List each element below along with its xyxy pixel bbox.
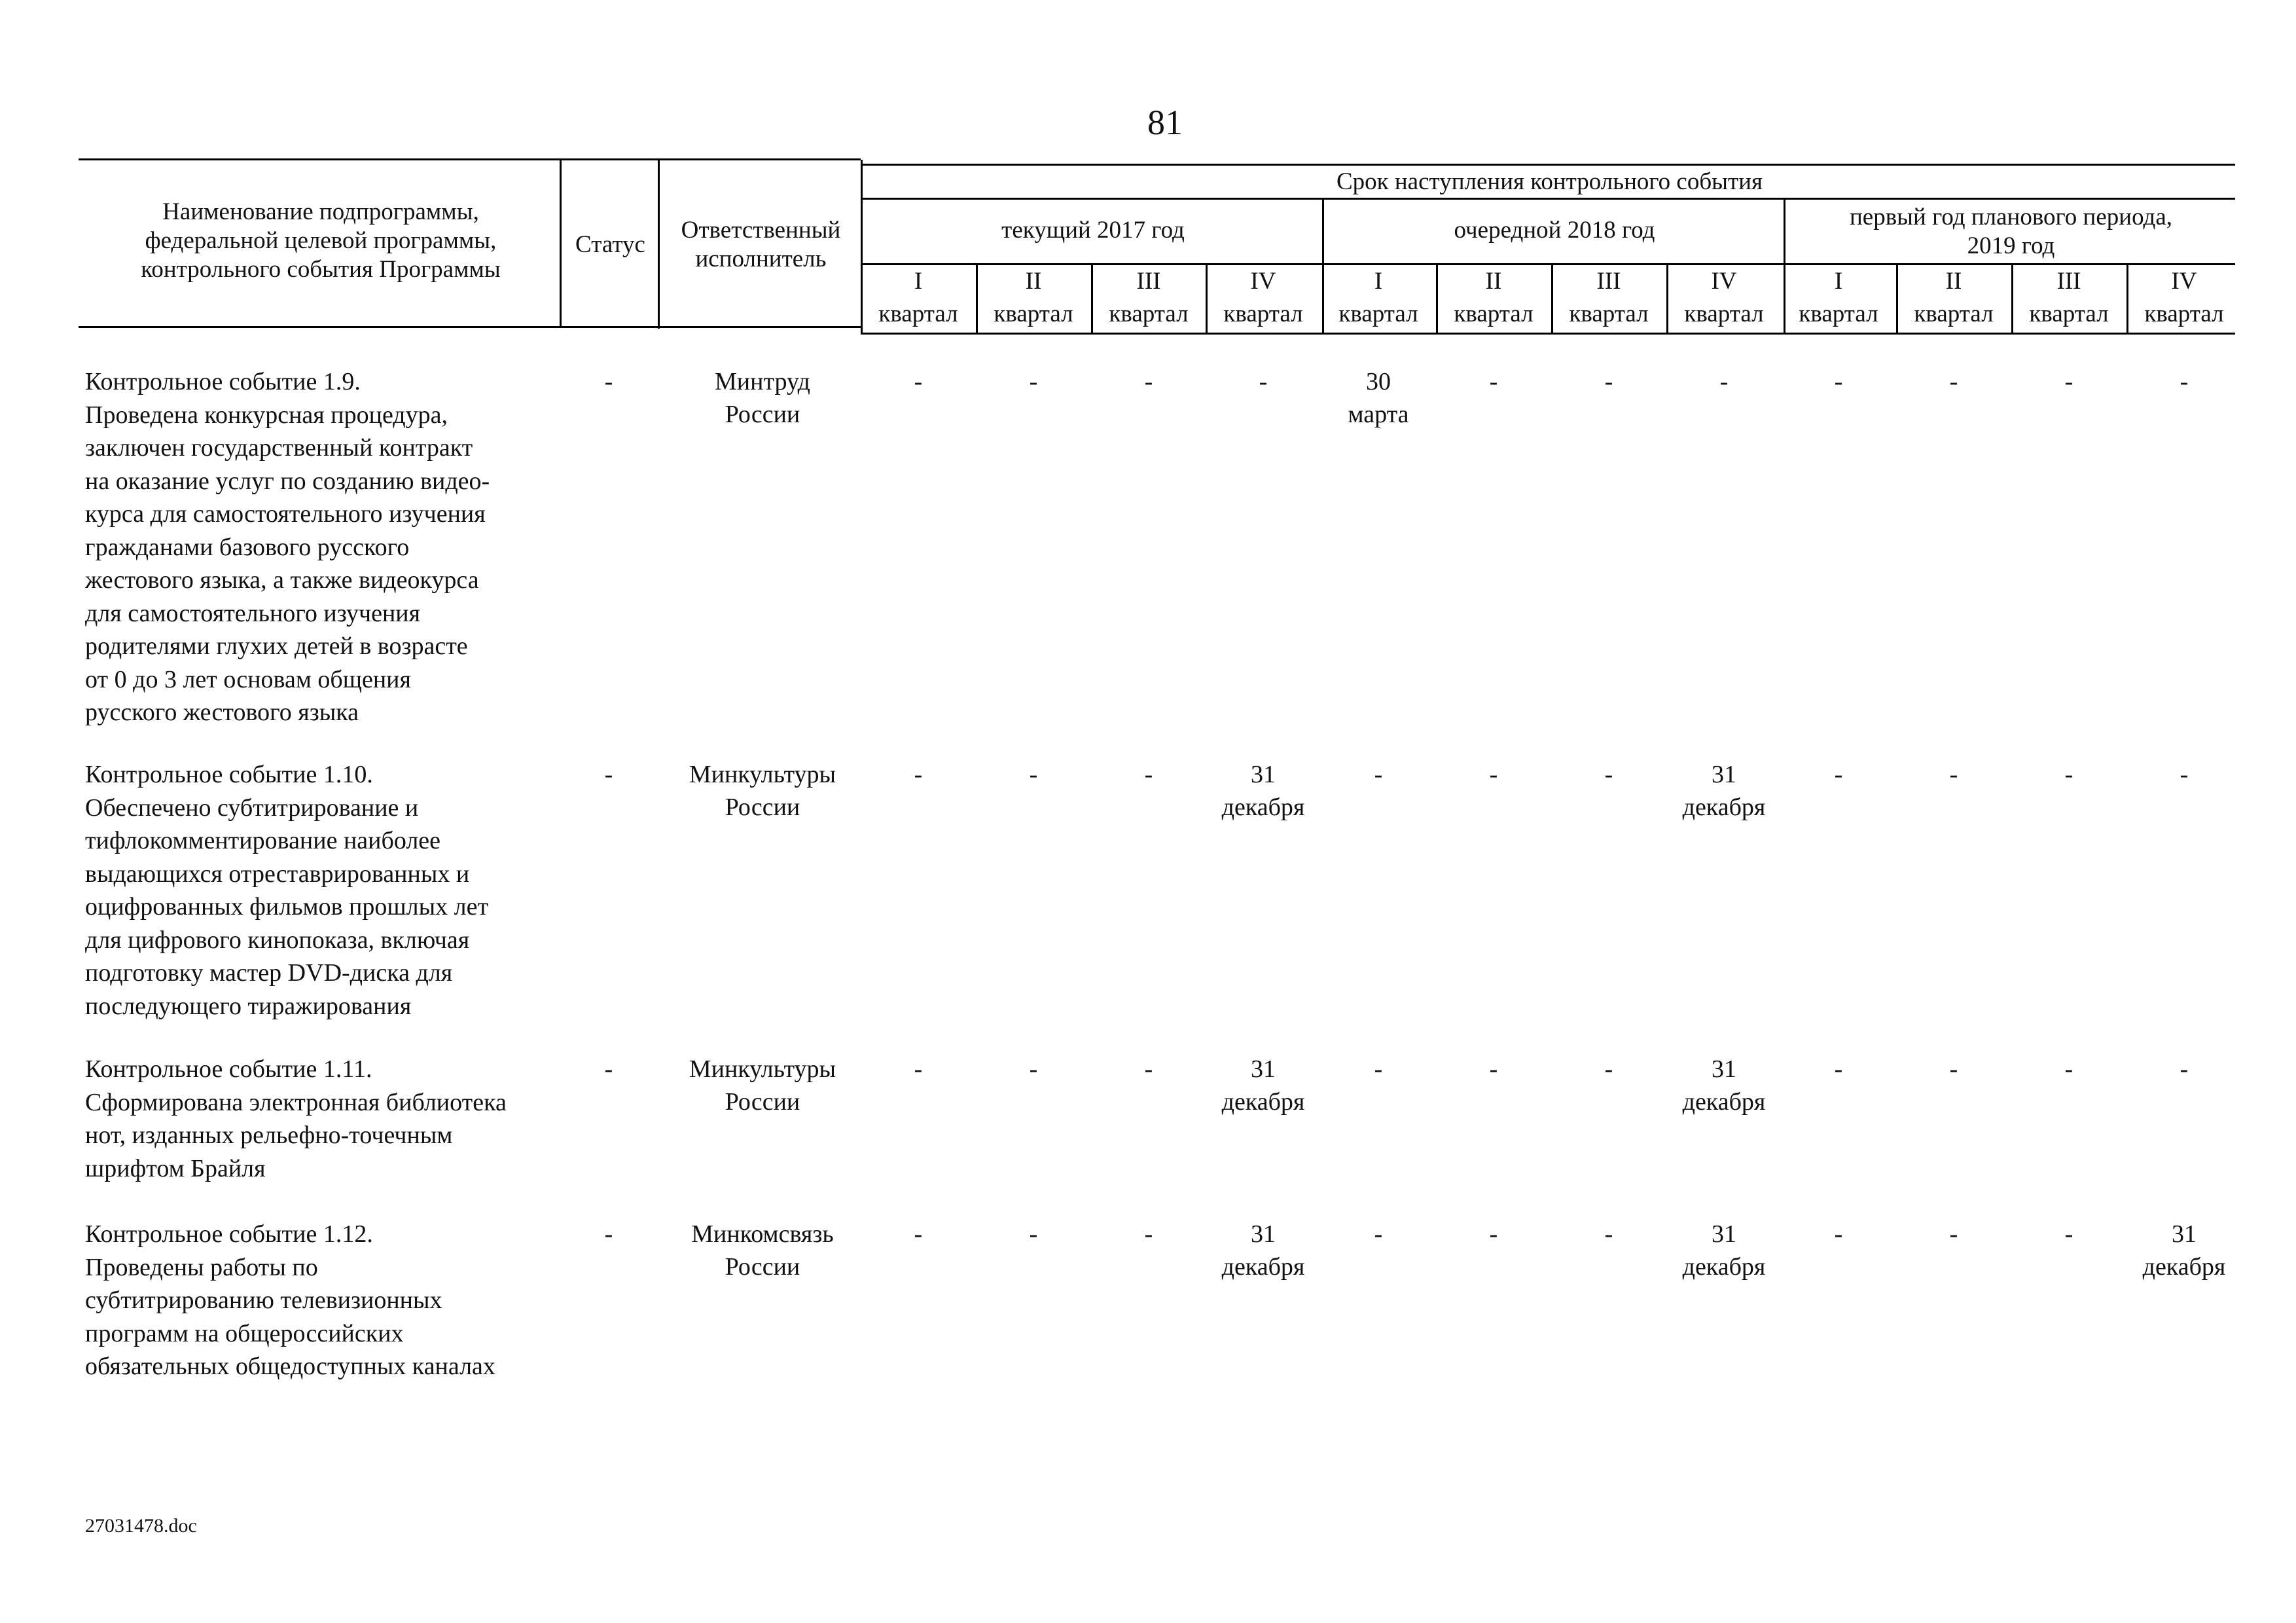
event-executor	[664, 365, 861, 431]
header-quarter-number: III	[1596, 268, 1621, 295]
deadline-cell-line: -	[1949, 368, 1958, 395]
deadline-cell	[861, 1218, 976, 1250]
event-name-line: от 0 до 3 лет основам общения	[85, 665, 411, 693]
event-name-line: Обеспечено субтитрирование и	[85, 793, 419, 822]
header-deadline-rule	[861, 198, 2235, 200]
header-year-2017	[864, 216, 1322, 245]
deadline-cell	[976, 1053, 1091, 1085]
event-name-line: последующего тиражирования	[85, 992, 412, 1020]
deadline-cell-line: декабря	[1221, 793, 1305, 821]
header-divider-name	[560, 158, 562, 328]
deadline-cell-line: -	[914, 1220, 923, 1248]
header-quarter-word: квартал	[2144, 301, 2224, 327]
header-executor-column	[661, 216, 861, 274]
event-status: -	[604, 368, 613, 395]
event-executor	[664, 1218, 861, 1283]
event-name	[85, 1053, 556, 1185]
deadline-cell	[1896, 1218, 2011, 1250]
deadline-cell-line: -	[2179, 368, 2189, 395]
deadline-cell	[1666, 1218, 1782, 1283]
deadline-cell-line: -	[1144, 368, 1153, 395]
event-name-line: программ на общероссийских	[85, 1319, 404, 1347]
event-name-line: оцифрованных фильмов прошлых лет	[85, 893, 489, 921]
header-year-line: текущий 2017 год	[1001, 217, 1185, 244]
deadline-cell-line: декабря	[1682, 1088, 1766, 1116]
deadline-cell-line: -	[1604, 368, 1613, 395]
deadline-cell-line: 30	[1366, 368, 1391, 395]
header-quarter-word: квартал	[2029, 301, 2109, 327]
deadline-cell-line: декабря	[2142, 1253, 2226, 1281]
event-name-line: шрифтом Брайля	[85, 1154, 266, 1182]
deadline-cell-line: -	[1834, 368, 1843, 395]
header-bottom-rule-right	[861, 333, 2235, 335]
deadline-cell	[1436, 365, 1551, 398]
header-status-column: Статус	[575, 231, 645, 258]
event-status: -	[604, 1055, 613, 1083]
deadline-cell-line: -	[2064, 368, 2073, 395]
deadline-cell	[861, 365, 976, 398]
deadline-cell-line: -	[1949, 761, 1958, 788]
deadline-cell	[1666, 365, 1782, 398]
deadline-cell	[1091, 365, 1206, 398]
event-name	[85, 758, 556, 1023]
deadline-cell-line: -	[2179, 1055, 2189, 1083]
deadline-cell	[1666, 758, 1782, 824]
deadline-cell-line: -	[1604, 1055, 1613, 1083]
deadline-cell-line: -	[1834, 1055, 1843, 1083]
header-quarter-number: IV	[2171, 268, 2197, 295]
header-year-line: первый год планового периода,	[1849, 204, 2173, 230]
deadline-cell	[1091, 1218, 1206, 1250]
deadline-cell-line: -	[2064, 1220, 2073, 1248]
event-name-line: жестового языка, а также видеокурса	[85, 566, 479, 594]
header-executor-line: Ответственный	[681, 217, 841, 244]
event-name-line: на оказание услуг по созданию видео-	[85, 467, 490, 495]
header-quarter-number: II	[1945, 268, 1962, 295]
deadline-cell-line: -	[1144, 1055, 1153, 1083]
deadline-cell-line: -	[1029, 1055, 1038, 1083]
event-name-line: подготовку мастер DVD-диска для	[85, 959, 453, 987]
event-name-line: заключен государственный контракт	[85, 434, 473, 462]
deadline-cell	[1781, 365, 1896, 398]
header-executor-line: исполнитель	[695, 246, 827, 272]
header-year-line: 2019 год	[1967, 232, 2055, 259]
header-quarter-number: I	[1374, 268, 1383, 295]
deadline-cell	[1091, 1053, 1206, 1085]
event-executor	[664, 1053, 861, 1118]
header-name-column	[85, 198, 556, 284]
deadline-cell-line: -	[1029, 368, 1038, 395]
deadline-cell-line: декабря	[1682, 1253, 1766, 1281]
deadline-cell-line: -	[2064, 1055, 2073, 1083]
deadline-cell	[1781, 758, 1896, 791]
event-status: -	[604, 761, 613, 788]
deadline-cell-line: -	[1604, 761, 1613, 788]
deadline-cell	[1896, 365, 2011, 398]
deadline-cell	[2011, 365, 2126, 398]
deadline-cell	[2126, 758, 2242, 791]
event-executor-line: Минтруд	[715, 368, 810, 395]
header-quarter-number: IV	[1250, 268, 1276, 295]
deadline-cell	[2126, 1053, 2242, 1085]
deadline-cell-line: -	[914, 368, 923, 395]
event-executor-line: России	[725, 1088, 800, 1116]
deadline-cell	[976, 758, 1091, 791]
deadline-cell	[2126, 1218, 2242, 1283]
event-executor-line: Минкультуры	[689, 761, 836, 788]
deadline-cell-line: -	[1949, 1220, 1958, 1248]
event-name-line: русского жестового языка	[85, 699, 359, 726]
deadline-cell	[1206, 1053, 1321, 1118]
deadline-cell	[1091, 758, 1206, 791]
deadline-cell-line: -	[1374, 761, 1383, 788]
deadline-cell	[1896, 758, 2011, 791]
deadline-cell	[1551, 1053, 1666, 1085]
deadline-cell	[976, 365, 1091, 398]
deadline-cell-line: -	[1834, 1220, 1843, 1248]
header-year-line: очередной 2018 год	[1454, 217, 1655, 244]
header-quarter-word: квартал	[1569, 301, 1649, 327]
event-name-line: нот, изданных рельефно-точечным	[85, 1122, 453, 1149]
deadline-cell-line: декабря	[1221, 1253, 1305, 1281]
header-bottom-rule-left	[79, 326, 861, 328]
event-name-line: Контрольное событие 1.9.	[85, 368, 361, 395]
header-quarter-word: квартал	[1799, 301, 1878, 327]
deadline-cell	[2011, 1053, 2126, 1085]
deadline-cell	[1436, 1053, 1551, 1085]
header-quarter-word: квартал	[1914, 301, 1994, 327]
header-divider-status	[658, 160, 660, 329]
deadline-cell-line: -	[914, 761, 923, 788]
header-year-rule	[861, 263, 2235, 265]
event-executor-line: Минкультуры	[689, 1055, 836, 1083]
event-name-line: Контрольное событие 1.11.	[85, 1055, 372, 1083]
header-year-2018	[1325, 216, 1784, 245]
deadline-cell	[1551, 758, 1666, 791]
header-name-line: контрольного события Программы	[141, 256, 501, 283]
event-executor	[664, 758, 861, 824]
deadline-cell	[1896, 1053, 2011, 1085]
deadline-cell-line: марта	[1348, 401, 1409, 428]
deadline-cell-line: -	[1834, 761, 1843, 788]
page-number: 81	[1147, 103, 1183, 142]
deadline-cell-line: -	[1489, 1055, 1498, 1083]
header-quarter-word: квартал	[1454, 301, 1534, 327]
deadline-cell-line: -	[1949, 1055, 1958, 1083]
header-quarter-number: II	[1485, 268, 1502, 295]
header-quarter-word: квартал	[1338, 301, 1418, 327]
event-name-line: Сформирована электронная библиотека	[85, 1088, 507, 1116]
header-quarter-number: I	[1834, 268, 1843, 295]
event-name-line: курса для самостоятельного изучения	[85, 500, 486, 528]
deadline-cell-line: -	[2179, 761, 2189, 788]
header-deadline-group: Срок наступления контрольного события	[1336, 168, 1763, 195]
event-executor-line: Минкомсвязь	[691, 1220, 834, 1248]
event-executor-line: России	[725, 401, 800, 428]
deadline-cell-line: -	[2064, 761, 2073, 788]
deadline-cell	[1666, 1053, 1782, 1118]
deadline-cell	[1781, 1218, 1896, 1250]
deadline-cell	[2011, 1218, 2126, 1250]
deadline-cell-line: -	[1144, 1220, 1153, 1248]
deadline-cell	[1781, 1053, 1896, 1085]
deadline-cell-line: -	[1374, 1055, 1383, 1083]
deadline-cell-line: декабря	[1221, 1088, 1305, 1116]
event-name-line: обязательных общедоступных каналах	[85, 1353, 495, 1380]
header-quarter-number: IV	[1711, 268, 1737, 295]
deadline-cell-line: 31	[1712, 1055, 1736, 1083]
deadline-cell	[976, 1218, 1091, 1250]
event-name-line: тифлокомментирование наиболее	[85, 827, 441, 854]
footer-doc-name: 27031478.doc	[85, 1515, 197, 1537]
event-name-line: для самостоятельного изучения	[85, 599, 421, 627]
header-quarter-word: квартал	[1109, 301, 1189, 327]
deadline-cell	[1436, 758, 1551, 791]
header-top-rule-right	[861, 164, 2235, 166]
deadline-cell	[1436, 1218, 1551, 1250]
deadline-cell	[1321, 1053, 1436, 1085]
header-quarter-number: III	[1136, 268, 1161, 295]
event-name-line: гражданами базового русского	[85, 533, 410, 561]
deadline-cell	[1206, 758, 1321, 824]
event-name-line: выдающихся отреставрированных и	[85, 860, 470, 888]
header-name-line: Наименование подпрограммы,	[162, 198, 479, 225]
deadline-cell-line: 31	[1251, 1055, 1276, 1083]
deadline-cell	[1206, 365, 1321, 398]
header-name-line: федеральной целевой программы,	[145, 227, 497, 254]
deadline-cell-line: 31	[1712, 761, 1736, 788]
deadline-cell-line: -	[1374, 1220, 1383, 1248]
event-name-line: родителями глухих детей в возрасте	[85, 632, 468, 660]
header-year-2019	[1787, 203, 2235, 261]
header-top-rule-left	[79, 158, 861, 160]
deadline-cell-line: -	[1489, 761, 1498, 788]
deadline-cell	[861, 758, 976, 791]
deadline-cell	[1551, 365, 1666, 398]
deadline-cell-line: -	[1489, 1220, 1498, 1248]
event-name	[85, 1218, 556, 1383]
event-name-line: Проведена конкурсная процедура,	[85, 401, 448, 429]
deadline-cell-line: -	[914, 1055, 923, 1083]
event-name	[85, 365, 556, 729]
deadline-cell	[1321, 758, 1436, 791]
header-quarter-word: квартал	[994, 301, 1073, 327]
deadline-cell-line: -	[1489, 368, 1498, 395]
event-name-line: для цифрового кинопоказа, включая	[85, 926, 470, 954]
deadline-cell-line: 31	[1251, 1220, 1276, 1248]
deadline-cell	[1321, 365, 1436, 431]
deadline-cell-line: -	[1144, 761, 1153, 788]
header-quarter-word: квартал	[1223, 301, 1303, 327]
header-quarter-number: III	[2056, 268, 2081, 295]
header-quarter-word: квартал	[1684, 301, 1764, 327]
deadline-cell-line: -	[1029, 1220, 1038, 1248]
event-status: -	[604, 1220, 613, 1248]
deadline-cell-line: 31	[1712, 1220, 1736, 1248]
header-quarter-number: II	[1025, 268, 1042, 295]
deadline-cell-line: декабря	[1682, 793, 1766, 821]
deadline-cell-line: 31	[2172, 1220, 2197, 1248]
deadline-cell-line: -	[1719, 368, 1729, 395]
deadline-cell	[1206, 1218, 1321, 1283]
event-name-line: Контрольное событие 1.10.	[85, 761, 373, 788]
event-name-line: Проведены работы по	[85, 1253, 318, 1281]
event-executor-line: России	[725, 1253, 800, 1281]
deadline-cell	[1551, 1218, 1666, 1250]
deadline-cell	[1321, 1218, 1436, 1250]
event-executor-line: России	[725, 793, 800, 821]
header-quarter-word: квартал	[878, 301, 958, 327]
deadline-cell-line: -	[1259, 368, 1268, 395]
deadline-cell	[861, 1053, 976, 1085]
deadline-cell	[2126, 365, 2242, 398]
deadline-cell-line: 31	[1251, 761, 1276, 788]
header-quarter-number: I	[914, 268, 923, 295]
deadline-cell-line: -	[1029, 761, 1038, 788]
deadline-cell	[2011, 758, 2126, 791]
event-name-line: субтитрированию телевизионных	[85, 1286, 442, 1314]
deadline-cell-line: -	[1604, 1220, 1613, 1248]
event-name-line: Контрольное событие 1.12.	[85, 1220, 373, 1248]
